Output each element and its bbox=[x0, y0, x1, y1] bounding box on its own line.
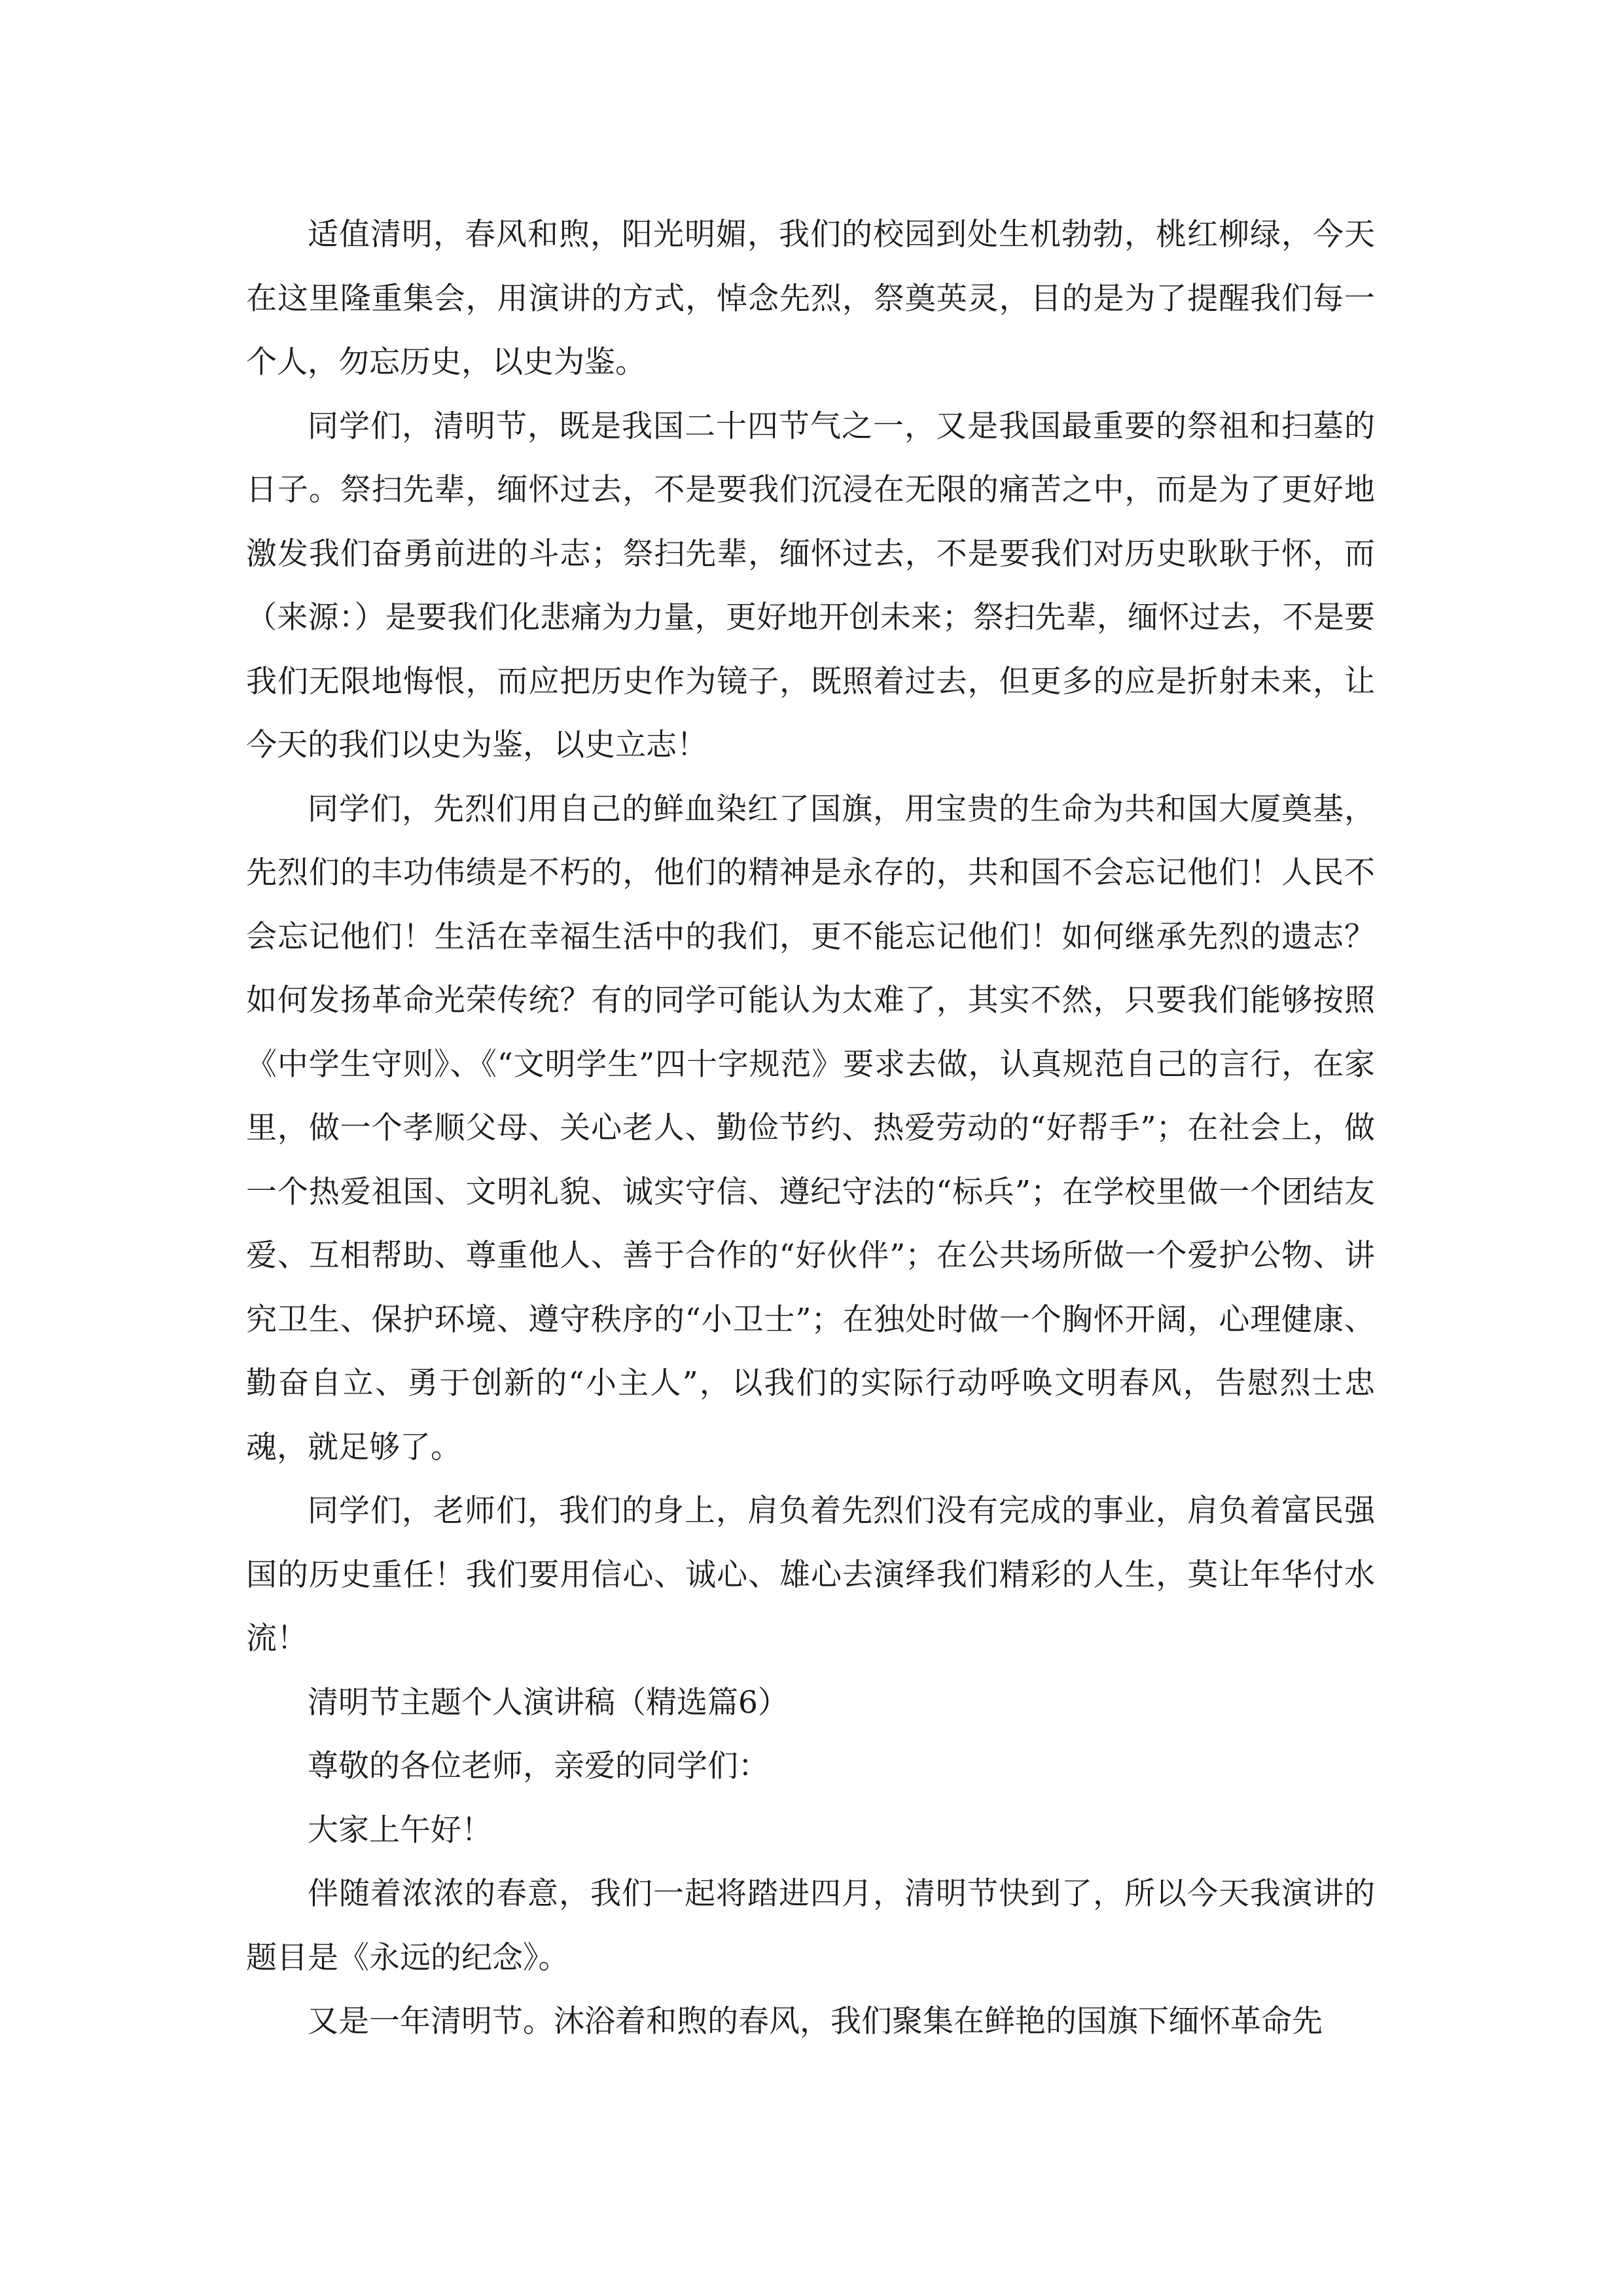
paragraph-1: 适值清明，春风和煦，阳光明媚，我们的校园到处生机勃勃，桃红柳绿，今天在这里隆重集会，用演讲的方式，悼念先烈，祭奠英灵，目的是为了提醒我们每一个人，勿忘历史，以史为鉴。 bbox=[246, 217, 1375, 380]
paragraph-4: 同学们，老师们，我们的身上，肩负着先烈们没有完成的事业，肩负着富民强国的历史重任！我们要用信心、诚心、雄心去演绎我们精彩的人生，莫让年华付水流！ bbox=[246, 1493, 1375, 1657]
document-body bbox=[246, 203, 1375, 2054]
greeting: 大家上午好！ bbox=[308, 1812, 492, 1848]
paragraph-5: 伴随着浓浓的春意，我们一起将踏进四月，清明节快到了，所以今天我演讲的题目是《永远的纪念》。 bbox=[246, 1876, 1375, 1976]
section-title: 清明节主题个人演讲稿（精选篇6） bbox=[308, 1684, 789, 1721]
salutation: 尊敬的各位老师，亲爱的同学们： bbox=[308, 1748, 769, 1784]
paragraph-6: 又是一年清明节。沐浴着和煦的春风，我们聚集在鲜艳的国旗下缅怀革命先 bbox=[308, 2003, 1323, 2039]
paragraph-2: 同学们，清明节，既是我国二十四节气之一，又是我国最重要的祭祖和扫墓的日子。祭扫先辈，缅怀过去，不是要我们沉浸在无限的痛苦之中，而是为了更好地激发我们奋勇前进的斗志；祭扫先辈，缅怀过去，不是要我们对历史耿耿于怀，而（来源：）是要我们化悲痛为力量，更好地开创未来；祭扫先辈，缅怀过去，不是要我们无限地悔恨，而应把历史作为镜子，既照着过去，但更多的应是折射未来，让今天的我们以史为鉴，以史立志！ bbox=[246, 408, 1375, 763]
paragraph-3: 同学们，先烈们用自己的鲜血染红了国旗，用宝贵的生命为共和国大厦奠基，先烈们的丰功伟绩是不朽的，他们的精神是永存的，共和国不会忘记他们！人民不会忘记他们！生活在幸福生活中的我们，更不能忘记他们！如何继承先烈的遗志？如何发扬革命光荣传统？有的同学可能认为太难了，其实不然，只要我们能够按照《中学生守则》、《“文明学生”四十字规范》要求去做，认真规范自己的言行，在家里，做一个孝顺父母、关心老人、勤俭节约、热爱劳动的“好帮手”；在社会上，做一个热爱祖国、文明礼貌、诚实守信、遵纪守法的“标兵”；在学校里做一个团结友爱、互相帮助、尊重他人、善于合作的“好伙伴”；在公共场所做一个爱护公物、讲究卫生、保护环境、遵守秩序的“小卫士”；在独处时做一个胸怀开阔，心理健康、勤奋自立、勇于创新的“小主人”，以我们的实际行动呼唤文明春风，告慰烈士忠魂，就足够了。 bbox=[246, 791, 1375, 1465]
